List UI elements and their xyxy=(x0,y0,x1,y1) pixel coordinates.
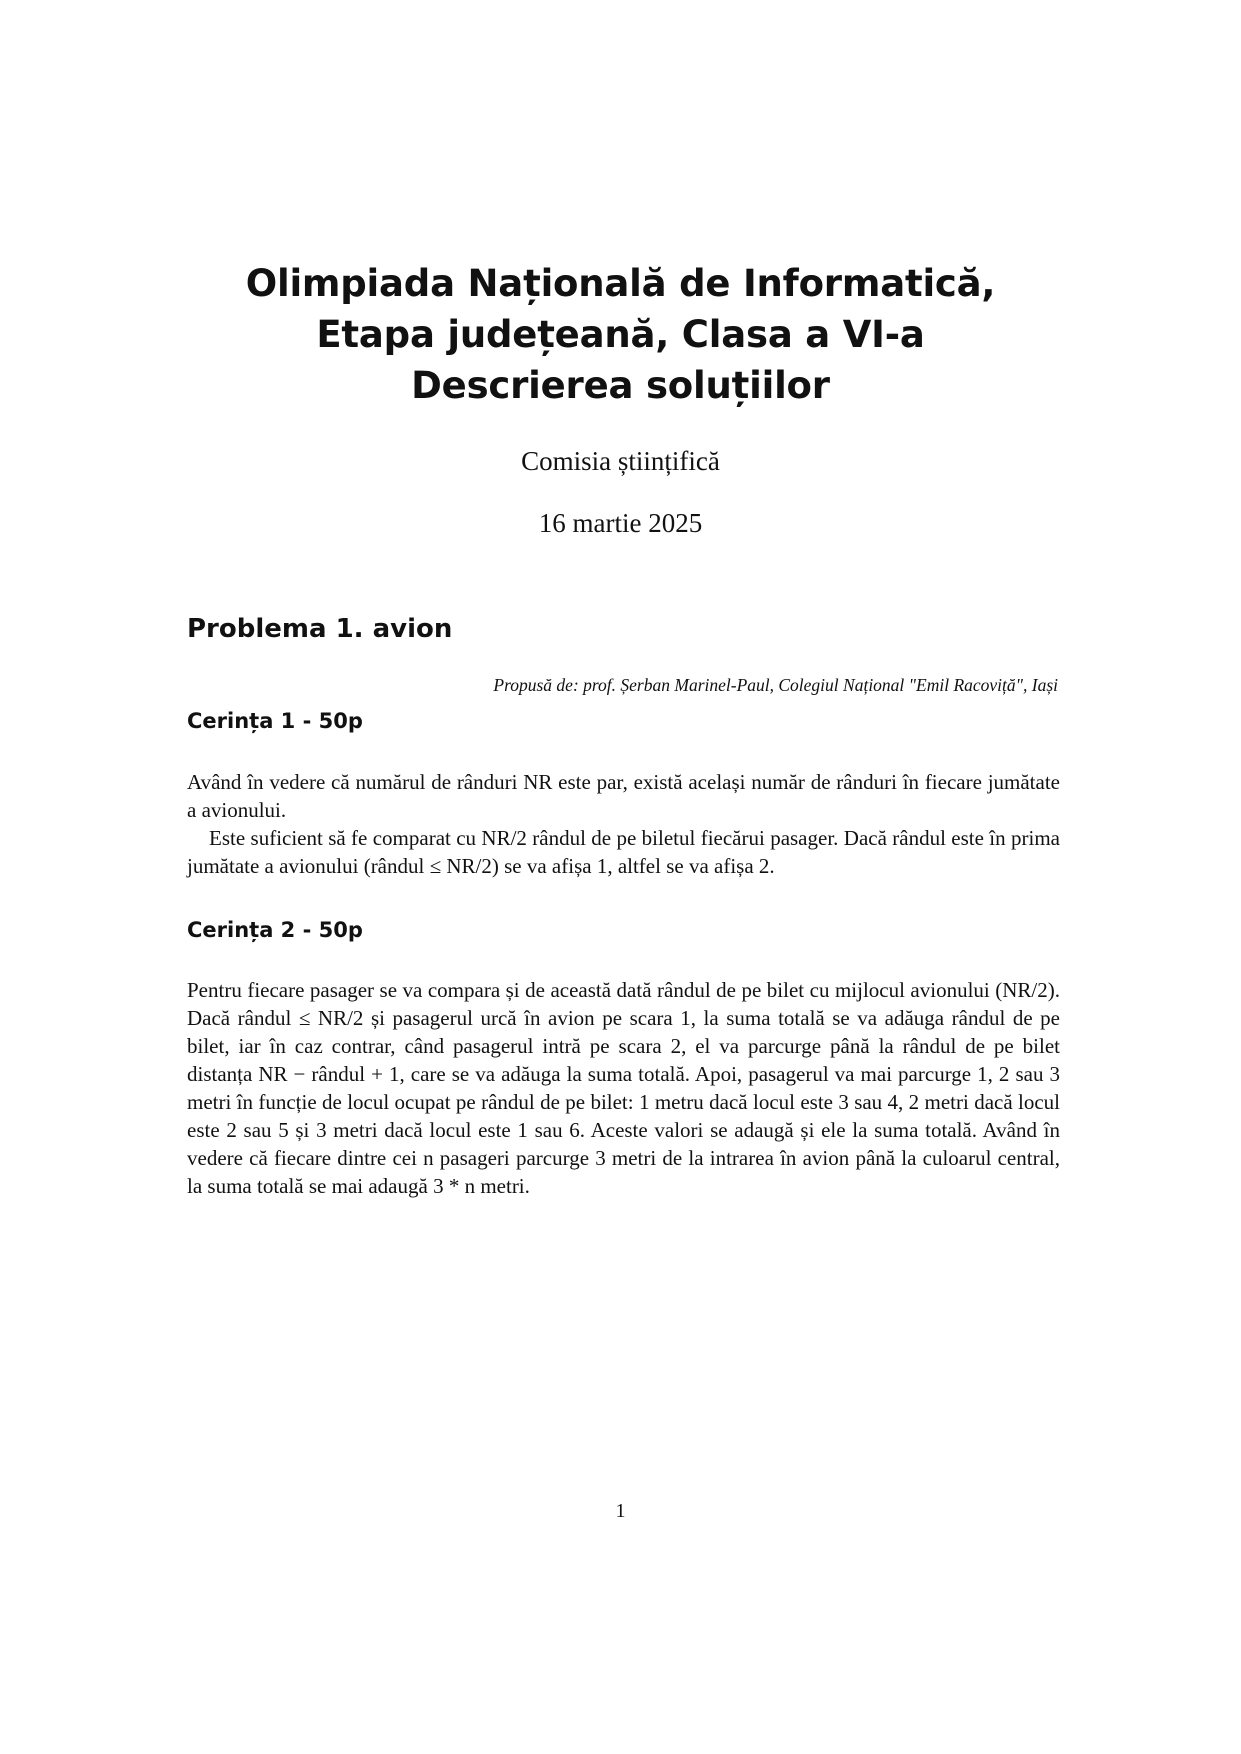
title-line-3: Descrierea soluțiilor xyxy=(411,364,830,407)
section1-heading: Cerința 1 - 50p xyxy=(187,709,363,733)
section1-paragraph-2: Este suficient să fe comparat cu NR/2 rândul de pe biletul fiecărui pasager. Dacă rândul este în prima jumătate a avionului (rândul ≤ NR/2) se va afișa 1, altfel se va afișa 2. xyxy=(187,826,1060,878)
title-line-2: Etapa județeană, Clasa a VI-a xyxy=(316,313,925,356)
author: Comisia științifică xyxy=(521,446,720,476)
title-line-1: Olimpiada Națională de Informatică, xyxy=(245,262,996,305)
section2-heading: Cerința 2 - 50p xyxy=(187,918,363,942)
proposed-by: Propusă de: prof. Șerban Marinel-Paul, Colegiul Național "Emil Racoviță", Iași xyxy=(493,675,1058,695)
date: 16 martie 2025 xyxy=(538,508,703,538)
page-number: 1 xyxy=(615,1500,626,1522)
section1-paragraph-1: Având în vedere că numărul de rânduri NR este par, există același număr de rânduri în fiecare jumătate a avionului. xyxy=(187,770,1060,822)
section2-paragraph-1: Pentru fiecare pasager se va compara și de această dată rândul de pe bilet cu mijlocul avionului (NR/2). Dacă rândul ≤ NR/2 și pasagerul urcă în avion pe scara 1, la suma totală se va adăuga rândul de pe bilet, iar în caz contrar, când pasagerul intră pe scara 2, el va parcurge până la rândul de pe bilet distanța NR − rândul + 1, care se va adăuga la suma totală. Apoi, pasagerul va mai parcurge 1, 2 sau 3 metri în funcție de locul ocupat pe rândul de pe bilet: 1 metru dacă locul este 3 sau 4, 2 metri dacă locul este 2 sau 5 și 3 metri dacă locul este 1 sau 6. Aceste valori se adaugă și ele la suma totală. Având în vedere că fiecare dintre cei n pasageri parcurge 3 metri de la intrarea în avion până la culoarul central, la suma totală se mai adaugă 3 * n metri. xyxy=(187,978,1060,1198)
problem-heading: Problema 1. avion xyxy=(187,614,453,644)
document-title xyxy=(0,258,1241,411)
